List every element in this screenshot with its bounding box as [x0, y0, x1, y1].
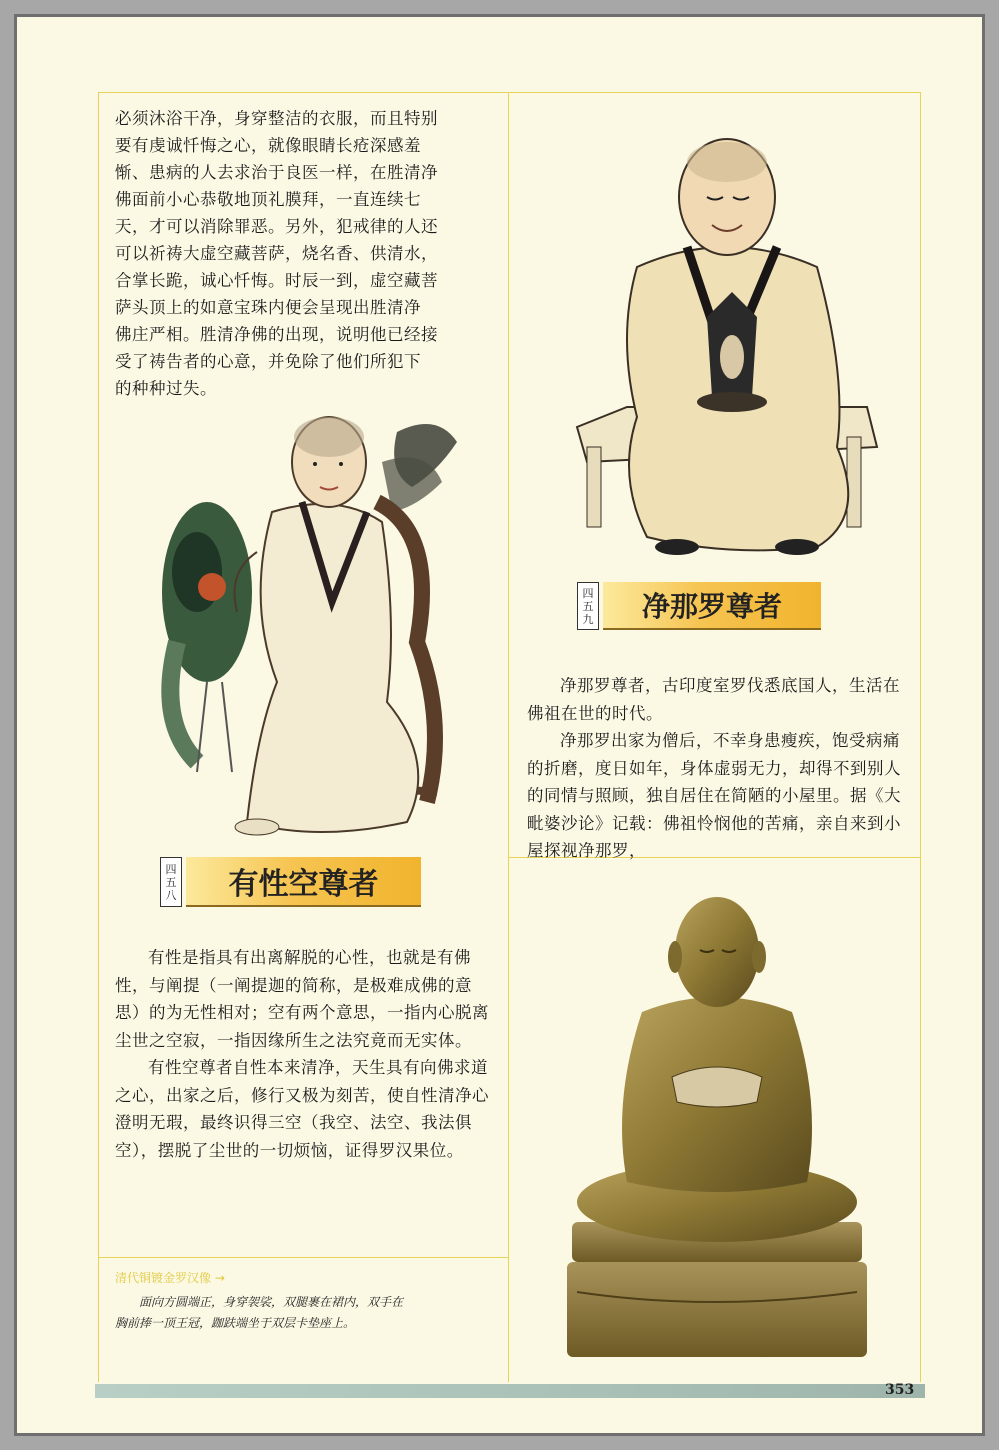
text-line: 佛面前小心恭敬地顶礼膜拜，一直连续七: [115, 190, 421, 209]
left-top-text: [115, 105, 495, 402]
section-458-title: 有性空尊者: [186, 857, 421, 907]
frame-line-center: [508, 92, 509, 1382]
paragraph: 有性是指具有出离解脱的心性，也就是有佛性，与阐提（一阐提迦的简称，是极难成佛的意思）的为无性相对；空有两个意思，一指内心脱离尘世之空寂，一指因缘所生之法究竟而无实体。: [115, 948, 489, 1050]
text-line: 惭、患病的人去求治于良医一样，在胜清净: [115, 163, 438, 182]
text-line: 受了祷告者的心意，并免除了他们所犯下: [115, 352, 421, 371]
frame-line-left: [98, 92, 99, 1382]
text-line: 天，才可以消除罪恶。另外，犯戒律的人还: [115, 217, 438, 236]
text-line: 要有虔诚忏悔之心，就像眼睛长疮深感羞: [115, 136, 421, 155]
book-page: [14, 14, 985, 1436]
paragraph: 净那罗尊者，古印度室罗伐悉底国人，生活在佛祖在世的时代。: [527, 676, 900, 723]
caption-line: 胸前捧一顶王冠，跏趺端坐于双层卡垫座上。: [115, 1316, 356, 1330]
text-line: 佛庄严相。胜清净佛的出现，说明他已经接: [115, 325, 438, 344]
frame-line-right: [920, 92, 921, 1382]
caption-line: 面向方圆端正，身穿袈裟，双腿裹在裙内，双手在: [139, 1295, 404, 1309]
section-458-heading: [160, 857, 421, 907]
page-number: 353: [885, 1382, 915, 1398]
text-line: 的种种过失。: [115, 379, 217, 398]
section-458-number: 四 五 八: [160, 857, 182, 907]
frame-line-caption-divider: [98, 1257, 508, 1258]
frame-line-top: [98, 92, 920, 93]
paragraph: 有性空尊者自性本来清净，天生具有向佛求道之心，出家之后，修行又极为刻苦，使自性清净心澄明无瑕，最终识得三空（我空、法空、我法俱空），摆脱了尘世的一切烦恼，证得罗汉果位。: [115, 1058, 489, 1160]
section-459-body: [527, 672, 909, 865]
section-459-title: 净那罗尊者: [603, 582, 821, 630]
caption-body: [115, 1292, 495, 1334]
text-line: 可以祈祷大虚空藏菩萨，烧名香、供清水，: [115, 244, 438, 263]
section-459-number: 四 五 九: [577, 582, 599, 630]
footer-bar: [95, 1384, 925, 1398]
text-line: 萨头顶上的如意宝珠内便会呈现出胜清净: [115, 298, 421, 317]
monk-with-peacock-illustration: [137, 402, 467, 842]
section-459-heading: [577, 582, 821, 630]
bronze-luohan-statue-photo: [562, 872, 872, 1362]
text-line: 合掌长跪，诚心忏悔。时辰一到，虚空藏菩: [115, 271, 438, 290]
section-458-body: [115, 944, 495, 1164]
old-monk-illustration: [567, 117, 887, 557]
paragraph: 净那罗出家为僧后，不幸身患瘦疾，饱受病痛的折磨，度日如年，身体虚弱无力，却得不到别人的同情与照顾，独自居住在简陋的小屋里。据《大毗婆沙论》记载：佛祖怜悯他的苦痛，亲自来到小屋探视净那罗，: [527, 731, 901, 860]
text-line: 必须沐浴干净，身穿整洁的衣服，而且特别: [115, 109, 438, 128]
caption-title: 清代铜镀金罗汉像 →: [115, 1271, 225, 1285]
